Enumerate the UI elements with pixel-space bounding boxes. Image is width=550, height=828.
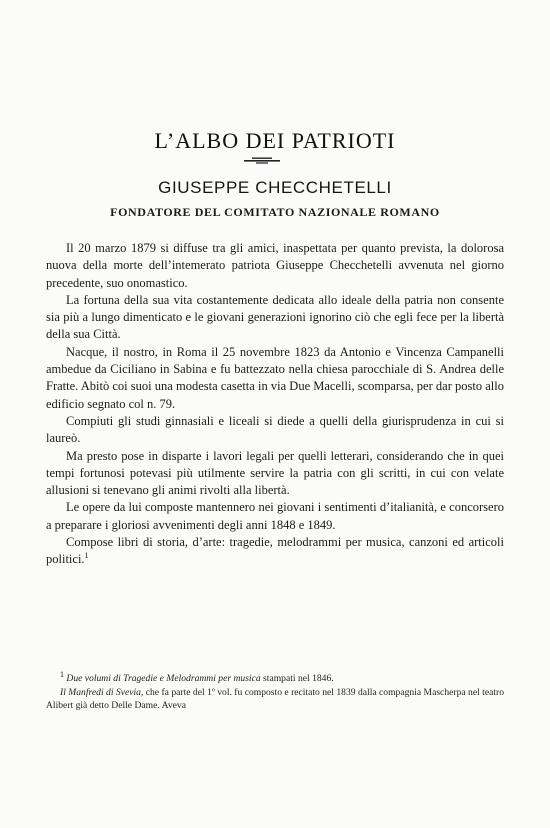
footnote-text: stampati nel 1846. (260, 673, 334, 684)
person-name: GIUSEPPE CHECCHETELLI (158, 178, 392, 197)
paragraph: La fortuna della sua vita costantemente dedicata allo ideale della patria non consente sia più a lungo dimenticato e le giovani generazioni ignorino ciò che egli fece per la libertà della sua Città. (46, 292, 504, 342)
paragraph: Ma presto pose in disparte i lavori legali per quelli letterari, considerando che in quei tempi fortunosi potevasi più utilmente servire la patria con gli scritti, in cui con velate allusioni si tenevano gli animi rivolti alla libertà. (46, 448, 504, 498)
paragraph-text: Compose libri di storia, d’arte: tragedie, melodrammi per musica, canzoni ed articoli politici. (46, 535, 504, 567)
footnotes (46, 669, 504, 713)
paragraph: Il 20 marzo 1879 si diffuse tra gli amici, inaspettata per quanto prevista, la dolorosa nuova della morte dell’intemerato patriota Giuseppe Checchetelli avvenuta nel giorno precedente, suo onomastico. (46, 241, 504, 290)
decorative-rule-icon (244, 156, 280, 164)
footnote-text: che fa parte del 1º vol. fu composto e recitato nel 1839 dalla compagnia Mascherpa nel teatro Alibert già detto Delle Dame. Aveva (46, 686, 504, 711)
footnote-1 (46, 669, 504, 686)
paragraph: Le opere da lui composte mantennero nei giovani i sentimenti d’italianità, e concorsero a preparare i gloriosi avvenimenti degli anni 1848 e 1849. (46, 500, 504, 532)
page-title: L’ALBO DEI PATRIOTI (154, 128, 396, 153)
footnote-italic: Due volumi di Tragedie e Melodrammi per musica (66, 673, 261, 684)
footnote-2 (46, 686, 504, 713)
paragraph-last (46, 534, 504, 569)
paragraph: Nacque, il nostro, in Roma il 25 novembre 1823 da Antonio e Vincenza Campanelli ambedue da Ciciliano in Sabina e fu battezzato nella chiesa parocchiale di S. Andrea delle Fratte. Abitò coi suoi una modesta casetta in via Due Macelli, scomparsa, per dar posto allo edificio segnato col n. 79. (46, 344, 504, 411)
paragraph: Compiuti gli studi ginnasiali e liceali si diede a quelli della giurisprudenza in cui si laureò. (46, 413, 504, 446)
body-text (46, 240, 504, 569)
footnote-italic: Il Manfredi di Svevia, (60, 686, 144, 698)
footnote-number: 1 (60, 669, 64, 679)
person-role: FONDATORE DEL COMITATO NAZIONALE ROMANO (110, 205, 440, 219)
footnote-ref: 1 (84, 551, 89, 561)
